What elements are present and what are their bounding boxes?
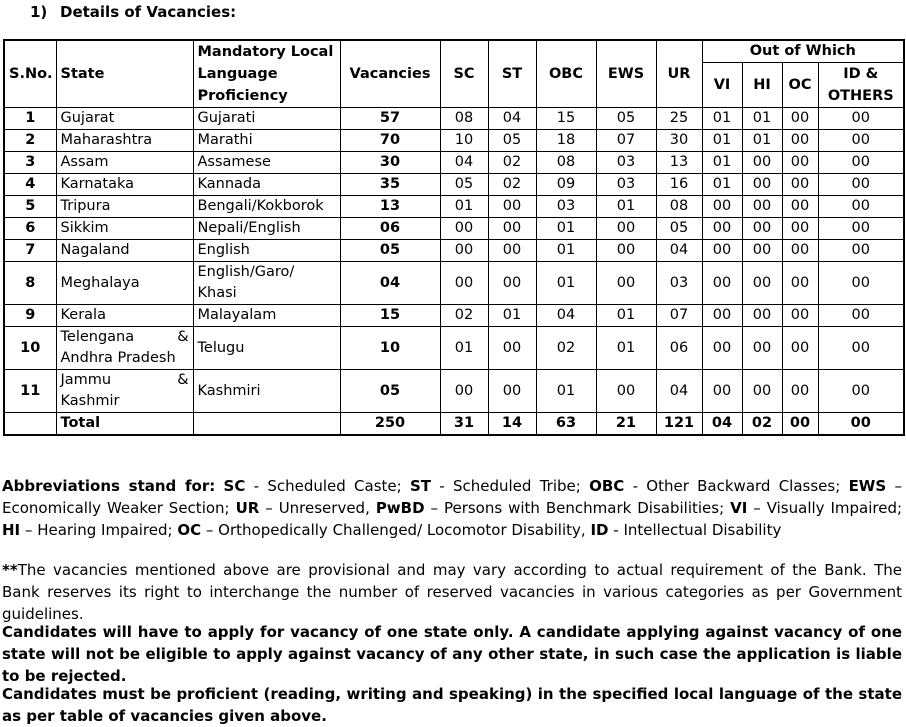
cell-sno: 3	[4, 152, 56, 174]
cell-id: 00	[818, 305, 904, 327]
cell-sc: 01	[440, 196, 488, 218]
cell-vacancies: 05	[340, 240, 440, 262]
cell-hi: 00	[742, 174, 782, 196]
cell-id: 00	[818, 327, 904, 370]
cell-state: Assam	[56, 152, 193, 174]
cell-hi: 00	[742, 327, 782, 370]
cell-vi: 01	[702, 152, 742, 174]
cell-oc: 00	[782, 108, 818, 130]
vacancy-table	[3, 39, 905, 436]
cell-language: English	[193, 240, 340, 262]
cell-vi: 00	[702, 327, 742, 370]
cell-sno: 2	[4, 130, 56, 152]
cell-language: Marathi	[193, 130, 340, 152]
table-row	[4, 305, 904, 327]
cell-ur: 05	[656, 218, 702, 240]
cell-state: Tripura	[56, 196, 193, 218]
cell-state-line1: Telengana	[60, 329, 135, 345]
cell-state: Nagaland	[56, 240, 193, 262]
col-header-state: State	[56, 40, 193, 108]
cell-sc: 01	[440, 327, 488, 370]
cell-state	[56, 370, 193, 413]
cell-ews: 01	[596, 305, 656, 327]
col-header-hi: HI	[742, 63, 782, 108]
cell-sc: 00	[440, 262, 488, 305]
cell-sno: 8	[4, 262, 56, 305]
cell-state-line2: Kashmir	[60, 393, 120, 409]
cell-st: 02	[488, 152, 536, 174]
cell-ur: 16	[656, 174, 702, 196]
cell-vacancies: 06	[340, 218, 440, 240]
cell-obc: 01	[536, 370, 596, 413]
abbr-item: VI – Visually Impaired;	[730, 499, 903, 517]
cell-hi: 01	[742, 130, 782, 152]
cell-ews: 01	[596, 327, 656, 370]
cell-state-amp: &	[177, 329, 189, 345]
cell-hi: 00	[742, 262, 782, 305]
cell-language: Bengali/Kokborok	[193, 196, 340, 218]
table-row	[4, 130, 904, 152]
cell-state: Maharashtra	[56, 130, 193, 152]
cell-total-blank	[4, 413, 56, 436]
cell-oc: 00	[782, 240, 818, 262]
table-row	[4, 218, 904, 240]
cell-vacancies: 05	[340, 370, 440, 413]
abbr-item: SC - Scheduled Caste;	[223, 477, 402, 495]
cell-vacancies: 04	[340, 262, 440, 305]
table-row	[4, 152, 904, 174]
cell-st: 04	[488, 108, 536, 130]
cell-st: 00	[488, 196, 536, 218]
cell-language: Nepali/English	[193, 218, 340, 240]
cell-vacancies: 57	[340, 108, 440, 130]
cell-obc: 01	[536, 240, 596, 262]
cell-sc: 00	[440, 370, 488, 413]
abbr-item: OBC - Other Backward Classes;	[589, 477, 841, 495]
cell-total-oc: 00	[782, 413, 818, 436]
cell-ur: 06	[656, 327, 702, 370]
cell-ur: 13	[656, 152, 702, 174]
cell-ur: 30	[656, 130, 702, 152]
cell-st: 05	[488, 130, 536, 152]
cell-st: 00	[488, 240, 536, 262]
abbr-item: PwBD – Persons with Benchmark Disabilities;	[375, 499, 725, 517]
cell-ews: 03	[596, 174, 656, 196]
cell-st: 02	[488, 174, 536, 196]
cell-id: 00	[818, 152, 904, 174]
section-title: Details of Vacancies:	[60, 3, 237, 21]
cell-oc: 00	[782, 305, 818, 327]
col-header-ur: UR	[656, 40, 702, 108]
cell-state-line2: Andhra Pradesh	[60, 350, 176, 366]
cell-sno: 10	[4, 327, 56, 370]
table-row	[4, 370, 904, 413]
table-row	[4, 327, 904, 370]
cell-obc: 03	[536, 196, 596, 218]
cell-total-label: Total	[56, 413, 193, 436]
cell-state-line1: Jammu	[60, 372, 112, 388]
cell-total-sc: 31	[440, 413, 488, 436]
section-number: 1)	[30, 3, 48, 21]
table-row	[4, 108, 904, 130]
cell-id: 00	[818, 108, 904, 130]
note-text: The vacancies mentioned above are provisional and may vary according to actual requirement of the Bank. The Bank reserves its right to interchange the number of reserved vacancies in various categories as per Government guidelines.	[2, 561, 902, 623]
cell-language: Kannada	[193, 174, 340, 196]
cell-state-amp: &	[177, 372, 189, 388]
cell-ur: 03	[656, 262, 702, 305]
table-row	[4, 196, 904, 218]
cell-obc: 01	[536, 218, 596, 240]
cell-oc: 00	[782, 196, 818, 218]
cell-hi: 00	[742, 305, 782, 327]
cell-ur: 07	[656, 305, 702, 327]
provisional-note	[2, 559, 902, 625]
abbr-item: UR – Unreserved,	[235, 499, 370, 517]
cell-total-language-blank	[193, 413, 340, 436]
cell-total-vi: 04	[702, 413, 742, 436]
table-row	[4, 174, 904, 196]
cell-ur: 08	[656, 196, 702, 218]
cell-ews: 00	[596, 240, 656, 262]
cell-st: 00	[488, 370, 536, 413]
col-header-st: ST	[488, 40, 536, 108]
cell-vi: 00	[702, 196, 742, 218]
cell-hi: 01	[742, 108, 782, 130]
cell-id: 00	[818, 370, 904, 413]
cell-hi: 00	[742, 370, 782, 413]
header-row-1	[4, 40, 904, 63]
cell-sno: 11	[4, 370, 56, 413]
cell-language: English/Garo/ Khasi	[193, 262, 340, 305]
vacancy-table-body	[4, 40, 904, 435]
cell-total-obc: 63	[536, 413, 596, 436]
cell-id: 00	[818, 240, 904, 262]
cell-total-id: 00	[818, 413, 904, 436]
col-header-oc: OC	[782, 63, 818, 108]
col-header-sc: SC	[440, 40, 488, 108]
cell-oc: 00	[782, 218, 818, 240]
cell-state: Gujarat	[56, 108, 193, 130]
cell-obc: 18	[536, 130, 596, 152]
cell-obc: 01	[536, 262, 596, 305]
table-row	[4, 240, 904, 262]
cell-total-vacancies: 250	[340, 413, 440, 436]
cell-vacancies: 10	[340, 327, 440, 370]
cell-vi: 00	[702, 262, 742, 305]
abbr-item: HI – Hearing Impaired;	[2, 521, 173, 539]
cell-oc: 00	[782, 130, 818, 152]
cell-id: 00	[818, 262, 904, 305]
cell-vi: 00	[702, 305, 742, 327]
cell-vacancies: 15	[340, 305, 440, 327]
cell-ews: 01	[596, 196, 656, 218]
abbreviations-paragraph	[2, 475, 902, 541]
cell-id: 00	[818, 218, 904, 240]
abbr-item: ST - Scheduled Tribe;	[409, 477, 581, 495]
cell-sno: 9	[4, 305, 56, 327]
col-header-out-of-which: Out of Which	[702, 40, 904, 63]
abbr-item: EWS – Economically Weaker Section;	[2, 477, 902, 517]
col-header-id-others: ID & OTHERS	[818, 63, 904, 108]
abbr-item: OC – Orthopedically Challenged/ Locomotor Disability,	[177, 521, 586, 539]
cell-sno: 4	[4, 174, 56, 196]
cell-obc: 09	[536, 174, 596, 196]
cell-language: Telugu	[193, 327, 340, 370]
cell-language: Kashmiri	[193, 370, 340, 413]
cell-obc: 04	[536, 305, 596, 327]
cell-oc: 00	[782, 174, 818, 196]
cell-vi: 00	[702, 218, 742, 240]
cell-oc: 00	[782, 370, 818, 413]
cell-obc: 02	[536, 327, 596, 370]
cell-vacancies: 30	[340, 152, 440, 174]
col-header-vacancies: Vacancies	[340, 40, 440, 108]
section-heading	[30, 3, 236, 21]
cell-sc: 08	[440, 108, 488, 130]
cell-vacancies: 70	[340, 130, 440, 152]
cell-state: Karnataka	[56, 174, 193, 196]
cell-language: Assamese	[193, 152, 340, 174]
cell-state: Meghalaya	[56, 262, 193, 305]
cell-sno: 6	[4, 218, 56, 240]
cell-sc: 00	[440, 218, 488, 240]
cell-state: Sikkim	[56, 218, 193, 240]
cell-state: Kerala	[56, 305, 193, 327]
cell-sno: 7	[4, 240, 56, 262]
cell-language: Gujarati	[193, 108, 340, 130]
cell-st: 01	[488, 305, 536, 327]
cell-obc: 08	[536, 152, 596, 174]
cell-sno: 5	[4, 196, 56, 218]
cell-hi: 00	[742, 152, 782, 174]
cell-hi: 00	[742, 218, 782, 240]
cell-id: 00	[818, 196, 904, 218]
cell-sc: 02	[440, 305, 488, 327]
cell-ews: 00	[596, 370, 656, 413]
cell-st: 00	[488, 262, 536, 305]
cell-id: 00	[818, 130, 904, 152]
cell-vacancies: 35	[340, 174, 440, 196]
cell-oc: 00	[782, 262, 818, 305]
one-state-notice: Candidates will have to apply for vacancy of one state only. A candidate applying against vacancy of one state will not be eligible to apply against vacancy of any other state, in such case the application is liable to be rejected.	[2, 623, 902, 685]
cell-oc: 00	[782, 327, 818, 370]
total-row	[4, 413, 904, 436]
cell-st: 00	[488, 218, 536, 240]
cell-sc: 05	[440, 174, 488, 196]
cell-total-ews: 21	[596, 413, 656, 436]
cell-total-hi: 02	[742, 413, 782, 436]
cell-vi: 01	[702, 174, 742, 196]
cell-ur: 25	[656, 108, 702, 130]
cell-sc: 00	[440, 240, 488, 262]
cell-state	[56, 327, 193, 370]
cell-obc: 15	[536, 108, 596, 130]
cell-hi: 00	[742, 240, 782, 262]
col-header-obc: OBC	[536, 40, 596, 108]
cell-sc: 04	[440, 152, 488, 174]
cell-ews: 00	[596, 262, 656, 305]
col-header-ews: EWS	[596, 40, 656, 108]
cell-hi: 00	[742, 196, 782, 218]
cell-ur: 04	[656, 240, 702, 262]
cell-ews: 00	[596, 218, 656, 240]
cell-language: Malayalam	[193, 305, 340, 327]
cell-ews: 05	[596, 108, 656, 130]
cell-id: 00	[818, 174, 904, 196]
cell-vi: 00	[702, 370, 742, 413]
note-stars: **	[2, 561, 18, 579]
abbreviations-lead: Abbreviations stand for:	[2, 477, 216, 495]
proficiency-notice: Candidates must be proficient (reading, writing and speaking) in the specified local language of the state as per table of vacancies given above.	[2, 685, 902, 725]
cell-sc: 10	[440, 130, 488, 152]
cell-vi: 01	[702, 108, 742, 130]
cell-total-ur: 121	[656, 413, 702, 436]
table-row	[4, 262, 904, 305]
col-header-sno: S.No.	[4, 40, 56, 108]
cell-total-st: 14	[488, 413, 536, 436]
cell-vacancies: 13	[340, 196, 440, 218]
cell-ews: 07	[596, 130, 656, 152]
cell-ews: 03	[596, 152, 656, 174]
col-header-language: Mandatory Local Language Proficiency	[193, 40, 340, 108]
cell-st: 00	[488, 327, 536, 370]
abbr-item: ID - Intellectual Disability	[590, 521, 782, 539]
cell-vi: 00	[702, 240, 742, 262]
col-header-vi: VI	[702, 63, 742, 108]
cell-oc: 00	[782, 152, 818, 174]
cell-vi: 01	[702, 130, 742, 152]
cell-sno: 1	[4, 108, 56, 130]
cell-ur: 04	[656, 370, 702, 413]
